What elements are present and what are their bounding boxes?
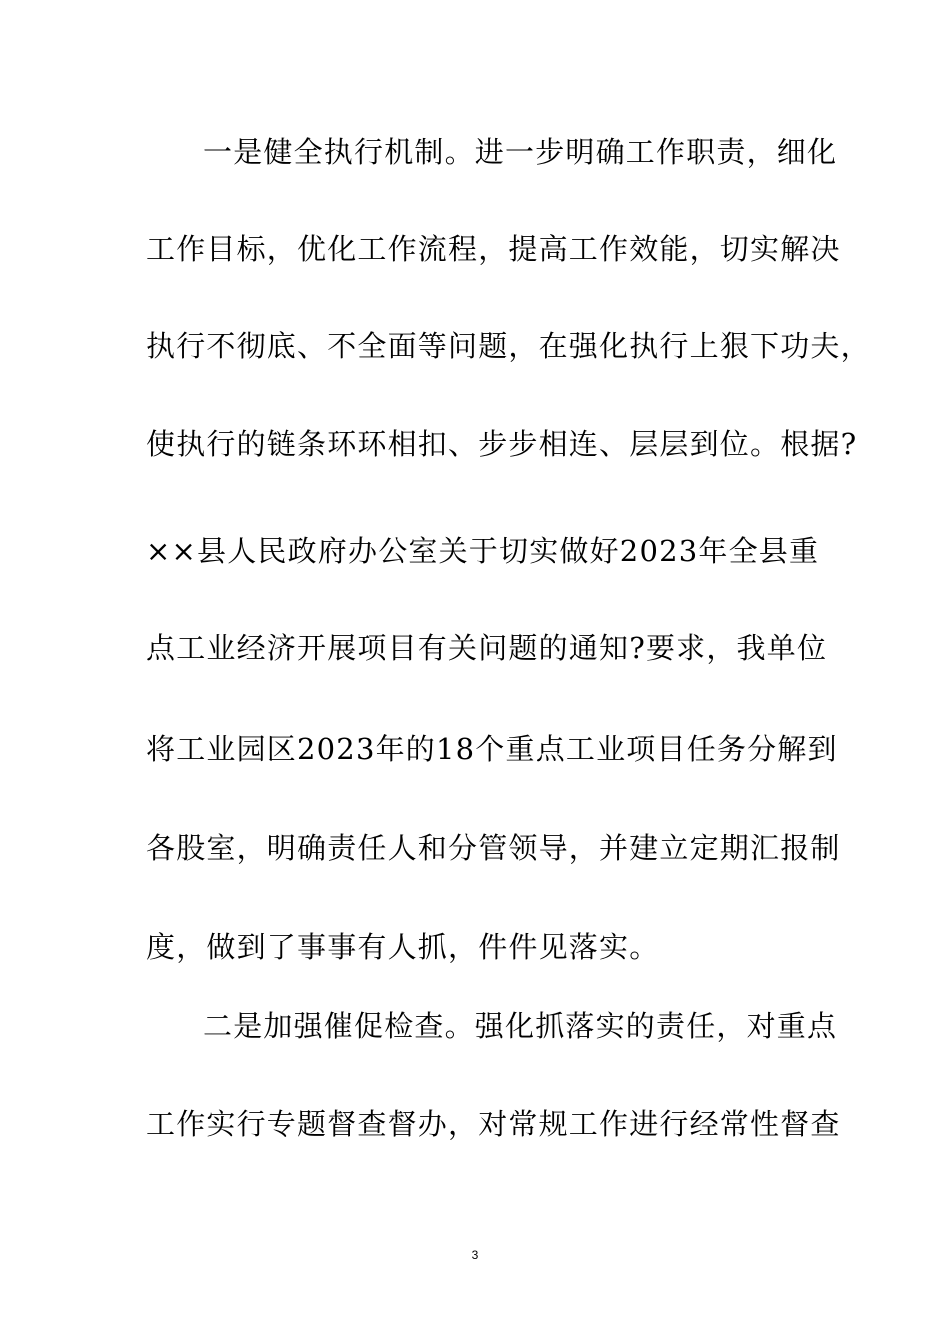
- paragraph-1-line-3: 执行不彻底、不全面等问题，在强化执行上狠下功夫，: [146, 329, 871, 363]
- paragraph-1-line-6: 点工业经济开展项目有关问题的通知?要求，我单位: [146, 631, 828, 665]
- paragraph-2-line-2: 工作实行专题督查督办，对常规工作进行经常性督查: [146, 1107, 841, 1141]
- paragraph-1-line-7: 将工业园区2023年的18个重点工业项目任务分解到: [146, 732, 838, 766]
- paragraph-1-line-1: 一是健全执行机制。进一步明确工作职责，细化: [203, 135, 838, 169]
- paragraph-1-line-4: 使执行的链条环环相扣、步步相连、层层到位。根据?: [146, 427, 858, 461]
- page-number: 3: [471, 1248, 479, 1262]
- paragraph-1-line-8: 各股室，明确责任人和分管领导，并建立定期汇报制: [146, 831, 841, 865]
- paragraph-1-line-9: 度，做到了事事有人抓，件件见落实。: [146, 930, 660, 964]
- paragraph-1-line-2: 工作目标，优化工作流程，提高工作效能，切实解决: [146, 232, 841, 266]
- paragraph-2-line-1: 二是加强催促检查。强化抓落实的责任，对重点: [203, 1009, 838, 1043]
- paragraph-1-line-5: ××县人民政府办公室关于切实做好2023年全县重: [146, 534, 820, 568]
